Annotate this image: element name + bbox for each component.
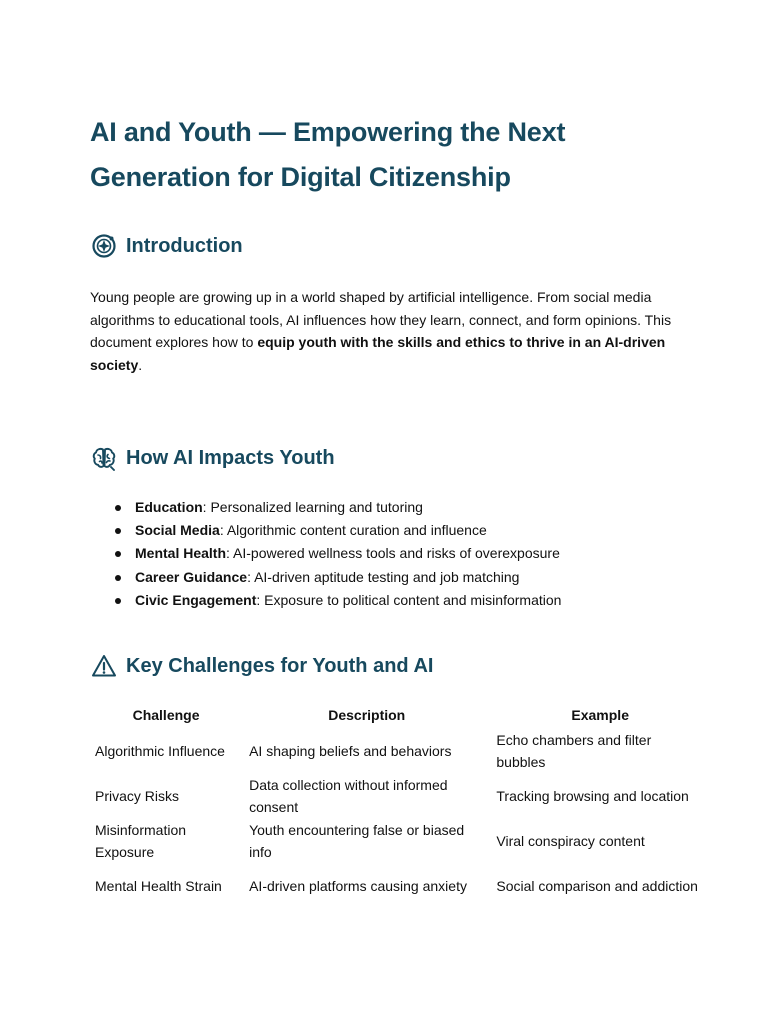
table-cell: Data collection without informed consent — [249, 776, 448, 816]
table-cell: AI-driven platforms causing anxiety — [249, 877, 467, 894]
list-item — [135, 496, 710, 519]
intro-text-part: Young people are growing up in a world shaped by artificial intelligence. From social media algorithms to educational tools, AI influences how they learn, connect, and form opinions. This document explores how to — [90, 289, 672, 350]
table-cell: Tracking browsing and location — [496, 787, 689, 804]
list-item — [135, 519, 710, 542]
column-header-challenge: Challenge — [132, 707, 200, 724]
table-row — [89, 774, 710, 819]
brain-icon — [90, 444, 118, 472]
list-item — [135, 589, 710, 612]
table-cell: Privacy Risks — [95, 787, 180, 804]
table-header-row — [89, 704, 710, 729]
table-cell: Social comparison and addiction — [496, 877, 698, 894]
introduction-paragraph — [90, 286, 680, 376]
intro-text-bold: equip youth with the skills and ethics to thrive in an AI-driven society — [90, 334, 666, 373]
challenges-table — [89, 704, 710, 909]
list-item-term: Social Media — [135, 522, 220, 539]
table-cell: Youth encountering false or biased info — [249, 821, 465, 861]
list-item-term: Career Guidance — [135, 568, 248, 585]
table-cell: Algorithmic Influence — [95, 742, 225, 759]
list-item-term: Civic Engagement — [135, 591, 257, 608]
table-row — [89, 729, 710, 774]
section-heading-impacts — [90, 444, 710, 472]
list-item-detail: : Algorithmic content curation and influence — [219, 522, 487, 539]
table-row — [89, 819, 710, 864]
list-item-detail: : Personalized learning and tutoring — [202, 499, 423, 515]
compass-icon — [90, 232, 118, 260]
section-title: Introduction — [126, 235, 243, 257]
section-heading-introduction — [90, 232, 710, 260]
list-item-detail: : AI-driven aptitude testing and job matching — [247, 568, 520, 585]
section-title: Key Challenges for Youth and AI — [126, 655, 434, 678]
section-heading-challenges — [90, 652, 710, 680]
table-cell: Mental Health Strain — [95, 877, 222, 894]
intro-text-end: . — [138, 356, 143, 373]
table-cell: AI shaping beliefs and behaviors — [249, 742, 452, 759]
warning-icon — [90, 652, 118, 680]
list-item-detail: : AI-powered wellness tools and risks of overexposure — [226, 545, 560, 562]
column-header-description: Description — [328, 707, 406, 724]
document-title: AI and Youth — Empowering the Next Generation for Digital Citizenship — [90, 117, 566, 192]
list-item-detail: : Exposure to political content and misinformation — [256, 591, 562, 608]
list-item-term: Mental Health — [135, 545, 227, 562]
column-header-example: Example — [571, 707, 629, 724]
table-cell: Viral conspiracy content — [496, 832, 645, 849]
list-item — [135, 542, 710, 565]
impact-list — [90, 496, 710, 612]
list-item-term: Education — [135, 499, 203, 515]
table-cell: Echo chambers and filter bubbles — [496, 731, 652, 771]
table-row — [89, 864, 710, 909]
table-cell: Misinformation Exposure — [95, 821, 187, 861]
document-page — [90, 110, 710, 909]
list-item — [135, 566, 710, 589]
section-title: How AI Impacts Youth — [126, 447, 335, 469]
